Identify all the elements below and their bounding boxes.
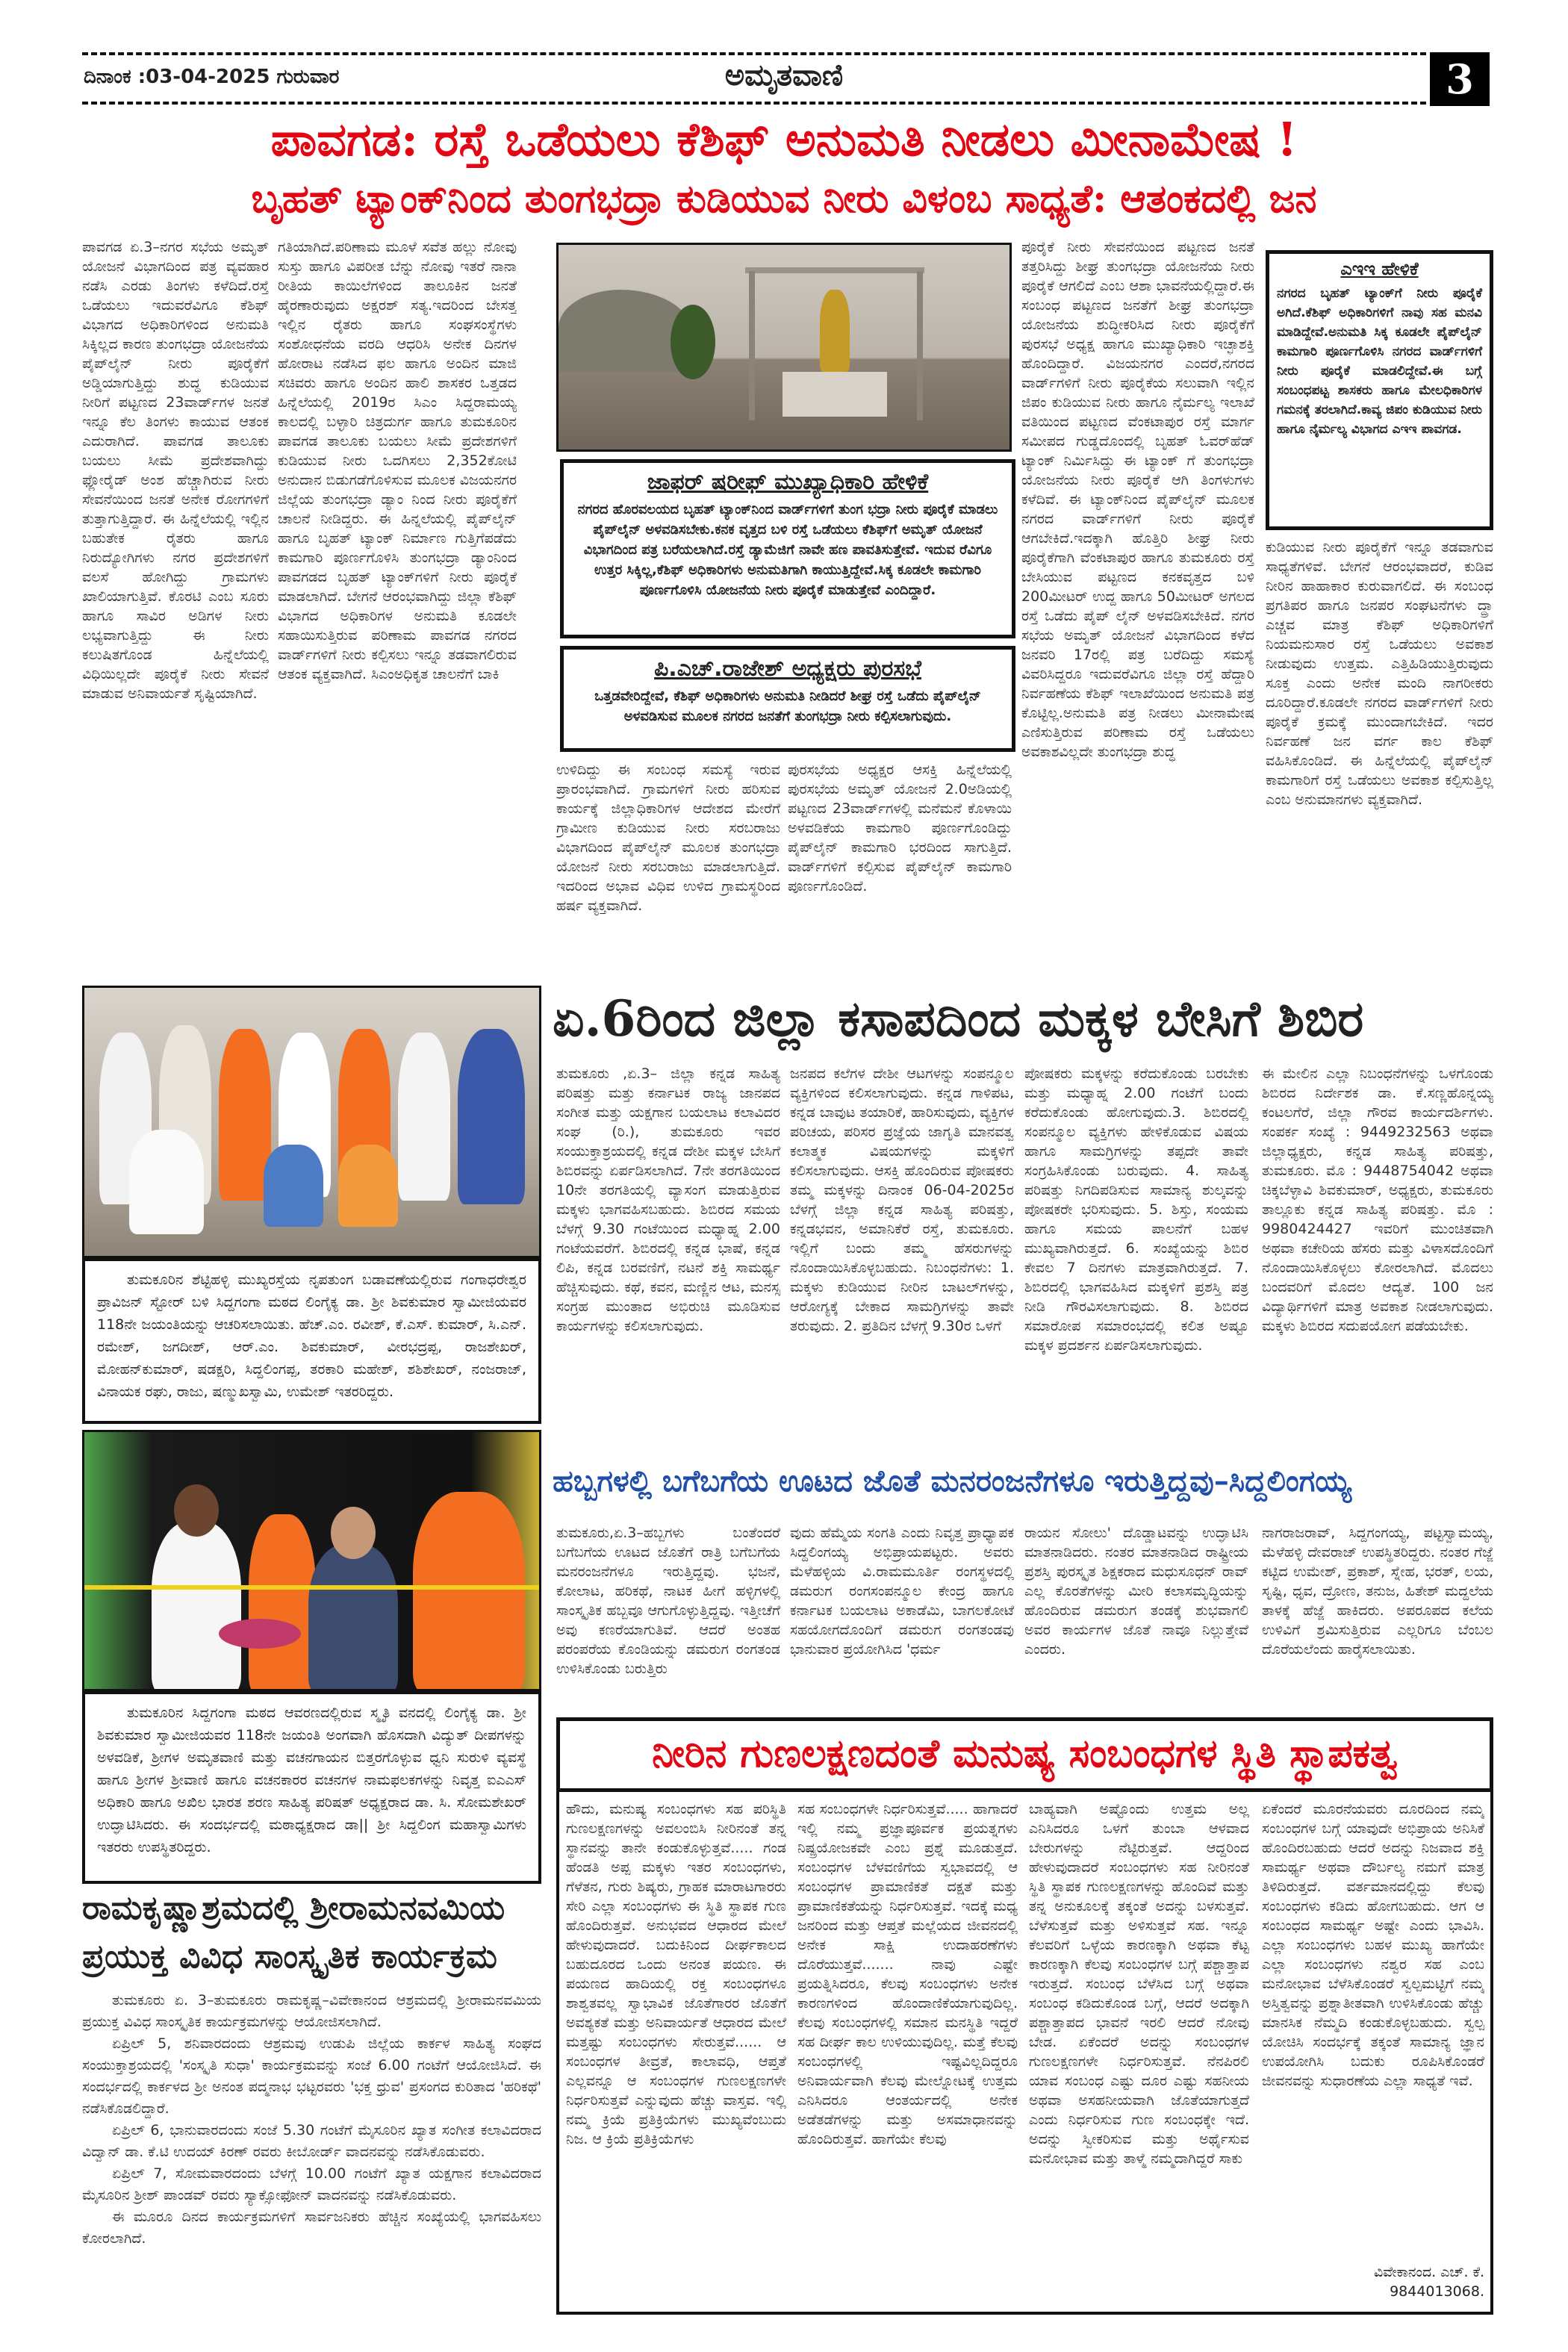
lead-story-column-1: ಪಾವಗಡ ಏ.3–ನಗರ ಸಭೆಯ ಅಮೃತ್ ಯೋಜನೆ ವಿಭಾಗದಿಂದ ಪತ್ರ ವ್ಯವಹಾರ ನಡೆಸಿ ಎರಡು ತಿಂಗಳು ಕಳೆದಿದೆ.ರಸ್ತೆ ಒಡೆಯಲು ಇದುವರೆವಿಗೂ ಕೆಶಿಫ್ ವಿಭಾಗದ ಅಧಿಕಾರಿಗಳಿಂದ ಅನುಮತಿ ಸಿಕ್ಕಿಲ್ಲದ ಕಾರಣ ತುಂಗಭದ್ರಾ ಯೋಜನೆಯ ಪೈಪ್‌ಲೈನ್ ನೀರು ಪೂರೈಕೆಗೆ ಅಡ್ಡಿಯಾಗುತ್ತಿದ್ದು ಶುದ್ಧ ಕುಡಿಯುವ ನೀರಿಗೆ ಪಟ್ಟಣದ 23ವಾರ್ಡ್‌ಗಳ ಜನತೆ ಇನ್ನೂ ಕೆಲ ತಿಂಗಳು ಕಾಯುವ ಆತಂಕ ಎದುರಾಗಿದೆ. ಪಾವಗಡ ತಾಲೂಕು ಬಯಲು ಸೀಮೆ ಪ್ರದೇಶವಾಗಿದ್ದು ಫ್ಲೋರೈಡ್ ಅಂಶ ಹೆಚ್ಚಾಗಿರುವ ನೀರು ಸೇವನೆಯಿಂದ ಜನತೆ ಅನೇಕ ರೋಗಗಳಿಗೆ ತುತ್ತಾಗುತ್ತಿದ್ದಾರೆ. ಈ ಹಿನ್ನೆಲೆಯಲ್ಲಿ ಇಲ್ಲಿನ ಬಹುತೇಕ ರೈತರು ಹಾಗೂ ನಿರುದ್ಯೋಗಿಗಳು ನಗರ ಪ್ರದೇಶಗಳಿಗೆ ವಲಸೆ ಹೋಗಿದ್ದು ಗ್ರಾಮಗಳು ಖಾಲಿಯಾಗುತ್ತಿವೆ. ಕೊರಟಿ ಎಂಬ ಸೂರು ಹಾಗೂ ಸಾವಿರ ಅಡಿಗಳ ನೀರು ಲಭ್ಯವಾಗುತ್ತಿದ್ದು ಈ ನೀರು ಕಲುಷಿತಗೊಂಡ ಹಿನ್ನೆಲೆಯಲ್ಲಿ ವಿಧಿಯಿಲ್ಲದೇ ಪೂರೈಕೆ ನೀರು ಸೇವನೆ ಮಾಡುವ ಅನಿವಾರ್ಯತೆ ಸೃಷ್ಟಿಯಾಗಿದೆ. [82,239,269,702]
lead-story-column-5: ಪೂರೈಕೆ ನೀರು ಸೇವನೆಯಿಂದ ಪಟ್ಟಣದ ಜನತೆ ತತ್ತರಿಸಿದ್ದು ಶೀಘ್ರ ತುಂಗಭದ್ರಾ ಯೋಜನೆಯ ನೀರು ಪೂರೈಕೆ ಆಗಲಿದೆ ಎಂಬ ಆಶಾ ಭಾವನೆಯಲ್ಲಿದ್ದಾರೆ.ಈ ಸಂಬಂಧ ಪಟ್ಟಣದ ಜನತೆಗೆ ಶೀಘ್ರ ತುಂಗಭದ್ರಾ ಯೋಜನೆಯ ಶುದ್ಧೀಕರಿಸಿದ ನೀರು ಪೂರೈಕೆಗೆ ಪುರಸಭೆ ಅಧ್ಯಕ್ಷ ಹಾಗೂ ಮುಖ್ಯಾಧಿಕಾರಿ ಇಚ್ಛಾಶಕ್ತಿ ಹೊಂದಿದ್ದಾರೆ. ವಿಜಯನಗರ ಎಂದರೆ,ನಗರದ ವಾರ್ಡ್‌ಗಳಿಗೆ ನೀರು ಪೂರೈಕೆಯ ಸಲುವಾಗಿ ಇಲ್ಲಿನ ಜಿಪಂ ಕುಡಿಯುವ ನೀರು ಹಾಗೂ ನೈರ್ಮಲ್ಯ ಇಲಾಖೆ ವತಿಯಿಂದ ಪಟ್ಟಣದ ವೆಂಕಟಾಪುರ ರಸ್ತೆ ಮಾರ್ಗ ಸಮೀಪದ ಗುಡ್ಡದೊಂದಲ್ಲಿ ಬೃಹತ್ ಓವರ್‌ಹೆಡ್ ಟ್ಯಾಂಕ್ ನಿರ್ಮಿಸಿದ್ದು ಈ ಟ್ಯಾಂಕ್ ಗೆ ತುಂಗಭದ್ರಾ ಯೋಜನೆಯ ನೀರು ಪೂರೈಕೆ ಆಗಿ ತಿಂಗಳುಗಳು ಕಳೆದಿವೆ. ಈ ಟ್ಯಾಂಕ್‌ನಿಂದ ಪೈಪ್‌ಲೈನ್ ಮೂಲಕ ನಗರದ ವಾರ್ಡ್‌ಗಳಿಗೆ ನೀರು ಪೂರೈಕೆ ಆಗಬೇಕಿದೆ.ಇದಕ್ಕಾಗಿ ಹೊತ್ತಿರಿ ಶೀಘ್ರ ನೀರು ಪೂರೈಕೆಗಾಗಿ ವೆಂಕಟಾಪುರ ಹಾಗೂ ತುಮಕೂರು ರಸ್ತೆ ಬೇಸಿಯುವ ಪಟ್ಟಣದ ಕನಕವೃತ್ತದ ಬಳಿ 200ಮೀಟರ್ ಉದ್ದ ಹಾಗೂ 50ಮೀಟರ್ ಅಗಲದ ರಸ್ತೆ ಒಡೆದು ಪೈಪ್ ಲೈನ್ ಅಳವಡಿಸಬೇಕಿದೆ. ನಗರ ಸಭೆಯ ಅಮೃತ್ ಯೋಜನೆ ವಿಭಾಗದಿಂದ ಕಳೆದ ಜನವರಿ 17ರಲ್ಲಿ ಪತ್ರ ಬರೆದಿದ್ದು ಸಮಸ್ಯೆ ವಿವರಿಸಿದ್ದರೂ ಇದುವರೆವಿಗೂ ಜಿಲ್ಲಾ ರಸ್ತೆ ಹೆದ್ದಾರಿ ನಿರ್ವಹಣೆಯ ಕೆಶಿಫ್ ಇಲಾಖೆಯಿಂದ ಅನುಮತಿ ಪತ್ರ ಕೊಟ್ಟಿಲ್ಲ.ಅನುಮತಿ ಪತ್ರ ನೀಡಲು ಮೀನಾಮೇಷ ಎಣಿಸುತ್ತಿರುವ ಪರಿಣಾಮ ರಸ್ತೆ ಒಡೆಯಲು ಅವಕಾಶವಿಲ್ಲದೇ ತುಂಗಭದ್ರಾ ಶುದ್ಧ [1021,239,1254,760]
flower-plate [219,1619,301,1649]
person-figure [398,1033,450,1201]
lead-story-column-6: ಕುಡಿಯುವ ನೀರು ಪೂರೈಕೆಗೆ ಇನ್ನೂ ತಡವಾಗುವ ಸಾಧ್ಯತೆಗಳಿವೆ. ಬೇಗನೆ ಆರಂಭವಾದರೆ, ಕುಡಿವ ನೀರಿನ ಹಾಹಾಕಾರ ಕುರುವಾಗಲಿದೆ. ಈ ಸಂಬಂಧ ಪ್ರಗತಿಪರ ಹಾಗೂ ಜನಪರ ಸಂಘಟನೆಗಳು ದ್ದ್ರಾ ಎಚ್ಚವ ಮಾತ್ರ ಕೆಶಿಫ್ ಅಧಿಕಾರಿಗಳಿಗೆ ನಿಯಮನುಸಾರ ರಸ್ತೆ ಒಡೆಯಲು ಅವಕಾಶ ನೀಡುವುದು ಉತ್ತಮ. ಎತ್ತಿಹಿಡಿಯುತ್ತಿರುವುದು ಸೂಕ್ತ ಎಂದು ಅನೇಕ ಮಂದಿ ನಾಗರೀಕರು ದೂರಿದ್ದಾರೆ.ಕೂಡಲೇ ನಗರದ ವಾರ್ಡ್‌ಗಳಿಗೆ ನೀರು ಪೂರೈಕೆ ಕ್ರಮಕ್ಕೆ ಮುಂದಾಗಬೇಕಿದೆ. ಇದರ ನಿರ್ವಹಣೆ ಜನ ವರ್ಗ ಕಾಲ ಕೆಶಿಫ್ ವಹಿಸಿಕೊಂಡಿದೆ. ಈ ಹಿನ್ನೆಲೆಯಲ್ಲಿ ಪೈಪ್‌ಲೈನ್ ಕಾಮಗಾರಿಗೆ ರಸ್ತೆ ಒಡೆಯಲು ಅವಕಾಶ ಕಲ್ಪಿಸುತ್ತಿಲ್ಲ ಎಂಬ ಅನುಮಾನಗಳು ವ್ಯಕ್ತವಾಗಿದೆ. [1266,539,1493,808]
inauguration-photo [82,1430,541,1691]
rajesh-quote-body: ಒತ್ತಡವೇರಿದ್ದೇವೆ, ಕೆಶಿಫ್ ಅಧಿಕಾರಿಗಳು ಅನುಮತಿ ನೀಡಿದರೆ ಶೀಘ್ರ ರಸ್ತೆ ಒಡೆದು ಪೈಪ್‌ಲೈನ್ ಅಳವಡಿಸುವ ಮೂಲಕ ನಗರದ ಜನತೆಗೆ ತುಂಗಭದ್ರಾ ನೀರು ಕಲ್ಪಿಸಲಾಗುವುದು. [594,688,981,724]
jayanti-photo-caption [82,1258,541,1424]
festival-column-2: ವುದು ಹೆಮ್ಮೆಯ ಸಂಗತಿ ಎಂದು ನಿವೃತ್ತ ಪ್ರಾಧ್ಯಾಪಕ ಸಿದ್ದಲಿಂಗಯ್ಯ ಅಭಿಪ್ರಾಯಪಟ್ಟರು. ಅವರು ಮೆಳೆಹಳ್ಳಿಯ ವಿ.ರಾಮಮೂರ್ತಿ ರಂಗಸ್ಥಳದಲ್ಲಿ ಡಮರುಗ ರಂಗಸಂಪನ್ಮೂಲ ಕೇಂದ್ರ ಹಾಗೂ ಕರ್ನಾಟಕ ಬಯಲಾಟ ಅಕಾಡೆಮಿ, ಬಾಗಲಕೋಟೆ ಸಹಯೋಗದೊಂದಿಗೆ ಡಮರುಗ ರಂಗತಂಡವು ಭಾನುವಾರ ಪ್ರಯೋಗಿಸಿದ 'ಧರ್ಮ [790,1525,1014,1658]
lead-subheadline: ಬೃಹತ್ ಟ್ಯಾಂಕ್‌ನಿಂದ ತುಂಗಭದ್ರಾ ಕುಡಿಯುವ ನೀರು ವಿಳಂಬ ಸಾಧ್ಯತೆ: ಆತಂಕದಲ್ಲಿ ಜನ [251,176,1317,222]
lead-story-column-3: ಉಳಿದಿದ್ದು ಈ ಸಂಬಂಧ ಸಮಸ್ಯೆ ಇರುವ ಪ್ರಾರಂಭವಾಗಿದೆ. ಗ್ರಾಮಗಳಿಗೆ ನೀರು ಹರಿಸುವ ಕಾರ್ಯಕ್ಕೆ ಜಿಲ್ಲಾಧಿಕಾರಿಗಳ ಆದೇಶದ ಮೇರೆಗೆ ಗ್ರಾಮೀಣ ಕುಡಿಯುವ ನೀರು ಸರಬರಾಜು ವಿಭಾಗದಿಂದ ಪೈಪ್‌ಲೈನ್ ಮೂಲಕ ತುಂಗಭದ್ರಾ ಯೋಜನೆ ನೀರು ಸರಬರಾಜು ಮಾಡಲಾಗುತ್ತಿದೆ. ಇದರಿಂದ ಅಭಾವ ವಿಧಿವ ಉಳಿದ ಗ್ರಾಮಸ್ಥರಿಂದ ಹರ್ಷ ವ್ಯಕ್ತವಾಗಿದೆ. [556,762,780,914]
person-head [174,1484,219,1537]
page-number: 3 [1430,52,1490,106]
ramakrishna-headline-line1: ರಾಮಕೃಷ್ಣಾಶ್ರಮದಲ್ಲಿ ಶ್ರೀರಾಮನವಮಿಯ [82,1889,505,1927]
seated-child [338,1145,398,1227]
water-column-1: ಹೌದು, ಮನುಷ್ಯ ಸಂಬಂಧಗಳು ಸಹ ಪರಿಸ್ಥಿತಿ ಗುಣಲಕ್ಷಣಗಳನ್ನು ಅವಲಂಬಿಸಿ ನೀರಿನಂತೆ ತನ್ನ ಸ್ಥಾನವನ್ನು ತಾನೇ ಕಂಡುಕೊಳ್ಳುತ್ತವೆ..... ಗಂಡ ಹೆಂಡತಿ ಅಪ್ಪ ಮಕ್ಕಳು ಇತರ ಸಂಬಂಧಗಳು, ಗೆಳೆತನ, ಗುರು ಶಿಷ್ಯರು, ಗ್ರಾಹಕ ಮಾರಾಟಗಾರರು ಸೇರಿ ಎಲ್ಲಾ ಸಂಬಂಧಗಳು ಈ ಸ್ಥಿತಿ ಸ್ಥಾಪಕ ಗುಣ ಹೊಂದಿರುತ್ತವೆ. ಅನುಭವದ ಆಧಾರದ ಮೇಲೆ ಹೇಳುವುದಾದರೆ. ಬದುಕಿನಿಂದ ದೀರ್ಘಕಾಲದ ಬಹುದೂರದ ಒಂದು ಅನಂತ ಪಯಣ. ಈ ಪಯಣದ ಹಾದಿಯಲ್ಲಿ ರಕ್ತ ಸಂಬಂಧಗಳೂ ಶಾಶ್ವತವಲ್ಲ ಸ್ವಾಭಾವಿಕ ಜೊತೆಗಾರರ ಜೊತೆಗೆ ಅವಶ್ಯಕತೆ ಮತ್ತು ಅನಿವಾರ್ಯತೆ ಆಧಾರದ ಮೇಲೆ ಮತ್ತಷ್ಟು ಸಂಬಂಧಗಳು ಸೇರುತ್ತವೆ...... ಆ ಸಂಬಂಧಗಳ ತೀವ್ರತೆ, ಕಾಲಾವಧಿ, ಆಪ್ತತೆ ಎಲ್ಲವನ್ನೂ ಆ ಸಂಬಂಧಗಳ ಗುಣಲಕ್ಷಣಗಳೇ ನಿರ್ಧರಿಸುತ್ತವೆ ಎನ್ನುವುದು ಹೆಚ್ಚು ವಾಸ್ತವ. ಇಲ್ಲಿ ನಮ್ಮ ಕ್ರಿಯೆ ಪ್ರತಿಕ್ರಿಯೆಗಳು ಮುಖ್ಯವೆಂಬುದು ನಿಜ. ಆ ಕ್ರಿಯೆ ಪ್ರತಿಕ್ರಿಯೆಗಳು [566,1801,786,2147]
kasapa-column-1: ತುಮಕೂರು ,ಏ.3– ಜಿಲ್ಲಾ ಕನ್ನಡ ಸಾಹಿತ್ಯ ಪರಿಷತ್ತು ಮತ್ತು ಕರ್ನಾಟಕ ರಾಜ್ಯ ಜಾನಪದ ಸಂಗೀತ ಮತ್ತು ಯಕ್ಷಗಾನ ಬಯಲಾಟ ಕಲಾವಿದರ ಸಂಘ (ರಿ.), ತುಮಕೂರು ಇವರ ಸಂಯುಕ್ತಾಶ್ರಯದಲ್ಲಿ ಕನ್ನಡ ದೇಶೀ ಮಕ್ಕಳ ಬೇಸಿಗೆ ಶಿಬಿರವನ್ನು ಏರ್ಪಡಿಸಲಾಗಿದೆ. 7ನೇ ತರಗತಿಯಿಂದ 10ನೇ ತರಗತಿಯಲ್ಲಿ ವ್ಯಾಸಂಗ ಮಾಡುತ್ತಿರುವ ಮಕ್ಕಳು ಭಾಗವಹಿಸಬಹುದು. ಶಿಬಿರದ ಸಮಯ ಬೆಳಗ್ಗೆ 9.30 ಗಂಟೆಯಿಂದ ಮಧ್ಯಾಹ್ನ 2.00 ಗಂಟೆಯವರೆಗೆ. ಶಿಬಿರದಲ್ಲಿ ಕನ್ನಡ ಭಾಷೆ, ಕನ್ನಡ ಲಿಪಿ, ಕನ್ನಡ ಬರವಣಿಗೆ, ನಟನೆ ಶಕ್ತಿ ಸಾಮರ್ಥ್ಯ ಹೆಚ್ಚಿಸುವುದು. ಕಥೆ, ಕವನ, ಮಣ್ಣಿನ ಆಟ, ಮನಸ್ಸ ಸಂಗ್ರಹ ಮುಂತಾದ ಅಭಿರುಚಿ ಮೂಡಿಸುವ ಕಾರ್ಯಗಳನ್ನು ಕಲಿಸಲಾಗುವುದು. [556,1065,780,1334]
jaffar-quote-box [560,459,1015,638]
header-rule-bottom [82,102,1426,105]
paragraph: ಏಪ್ರಿಲ್ 7, ಸೋಮವಾರದಂದು ಬೆಳಗ್ಗೆ 10.00 ಗಂಟೆಗೆ ಖ್ಯಾತ ಯಕ್ಷಗಾನ ಕಲಾವಿದರಾದ ಮೈಸೂರಿನ ಶ್ರೀಶ್ ಪಾಂಡವ್ ರವರು ಸ್ಯಾಕ್ಸೋಫೋನ್ ವಾದನವನ್ನು ನಡೆಸಿಕೊಡುವರು. [82,2165,541,2203]
person-head [331,1507,376,1559]
seated-child [264,1145,323,1227]
water-column-4: ಏಕೆಂದರೆ ಮೂರನೆಯವರು ದೂರದಿಂದ ನಮ್ಮ ಸಂಬಂಧಗಳ ಬಗ್ಗೆ ಯಾವುದೇ ಅಭಿಪ್ರಾಯ ಅನಿಸಿಕೆ ಹೊಂದಿರಬಹುದು ಆದರೆ ಅದನ್ನು ನಿಜವಾದ ಶಕ್ತಿ ಸಾಮರ್ಥ್ಯ ಅಥವಾ ದೌರ್ಬಲ್ಯ ನಮಗೆ ಮಾತ್ರ ತಿಳಿದಿರುತ್ತದೆ. ವರ್ತಮಾನದಲ್ಲಿದ್ದು ಕೆಲವು ಸಂಬಂಧಗಳು ಕಡಿದು ಹೋಗಬಹುದು. ಆಗ ಆ ಸಂಬಂಧದ ಸಾಮರ್ಥ್ಯ ಅಷ್ಟೇ ಎಂದು ಭಾವಿಸಿ. ಎಲ್ಲಾ ಸಂಬಂಧಗಳು ಬಹಳ ಮುಖ್ಯ ಹಾಗೆಯೇ ಎಲ್ಲಾ ಸಂಬಂಧಗಳು ನಶ್ವರ ಸಹ ಎಂಬ ಮನೋಭಾವ ಬೆಳೆಸಿಕೊಂಡರೆ ಸ್ವಲ್ಪಮಟ್ಟಿಗೆ ನಮ್ಮ ಅಸ್ತಿತ್ವವನ್ನು ಪ್ರಶ್ನಾತೀತವಾಗಿ ಉಳಿಸಿಕೊಂಡು ಹೆಚ್ಚು ಮಾನಸಿಕ ನೆಮ್ಮದಿ ಕಂಡುಕೊಳ್ಳಬಹುದು. ಸ್ವಲ್ಪ ಯೋಚಿಸಿ ಸಂದರ್ಭಕ್ಕೆ ತಕ್ಕಂತೆ ಸಾಮಾನ್ಯ ಜ್ಞಾನ ಉಪಯೋಗಿಸಿ ಬದುಕು ರೂಪಿಸಿಕೊಂಡರೆ ಜೀವನವನ್ನು ಸುಧಾರಣೆಯ ಎಲ್ಲಾ ಸಾಧ್ಯತೆ ಇವೆ. [1262,1801,1484,2089]
author-name: ವಿವೇಕಾನಂದ. ಎಚ್. ಕೆ. [1373,2264,1484,2280]
canopy-roof [745,267,924,273]
festival-column-1: ತುಮಕೂರು,ಏ.3–ಹಬ್ಬಗಳು ಬಂತೆಂದರೆ ಬಗೆಬಗೆಯ ಊಟದ ಜೊತೆಗೆ ರಾತ್ರಿ ಬಗೆಬಗೆಯ ಮನರಂಜನೆಗಳೂ ಇರುತ್ತಿದ್ದವು. ಭಜನೆ, ಕೋಲಾಟ, ಹರಿಕಥೆ, ನಾಟಕ ಹೀಗೆ ಹಳ್ಳಿಗಳಲ್ಲಿ ಸಾಂಸ್ಕೃತಿಕ ಹಬ್ಬವೂ ಆಗುಗೊಳ್ಳುತ್ತಿದ್ದವು. ಇತ್ತೀಚೆಗೆ ಅವು ಕಣರೆಯಾಗುತಿವೆ. ಆದರೆ ಅಂತಹ ಪರಂಪರೆಯ ಕೊಂಡಿಯನ್ನು ಡಮರುಗ ರಂಗತಂಡ ಉಳಿಸಿಕೊಂಡು ಬರುತ್ತಿರು [556,1525,780,1677]
tree-shape [671,305,715,379]
paragraph: ಈ ಮೂರೂ ದಿನದ ಕಾರ್ಯಕ್ರಮಗಳಿಗೆ ಸಾರ್ವಜನಿಕರು ಹೆಚ್ಚಿನ ಸಂಖ್ಯೆಯಲ್ಲಿ ಭಾಗವಹಿಸಲು ಕೋರಲಾಗಿದೆ. [82,2209,541,2247]
paragraph: ತುಮಕೂರು ಏ. 3–ತುಮಕೂರು ರಾಮಕೃಷ್ಣ–ವಿವೇಕಾನಂದ ಆಶ್ರಮದಲ್ಲಿ ಶ್ರೀರಾಮನವಮಿಯ ಪ್ರಯುಕ್ತ ವಿವಿಧ ಸಾಂಸ್ಕೃತಿಕ ಕಾರ್ಯಕ್ರಮಗಳನ್ನು ಆಯೋಜಿಸಲಾಗಿದೆ. [82,1992,541,2030]
lead-story-column-2: ಗತಿಯಾಗಿದೆ.ಪರಿಣಾಮ ಮೂಳೆ ಸವೆತ ಹಲ್ಲು ನೋವು ಸುಸ್ತು ಹಾಗೂ ವಿಪರೀತ ಬೆನ್ನು ನೋವು ಇತರೆ ನಾನಾ ರೀತಿಯ ಕಾಯಿಲೆಗಳಿಂದ ತಾಲೂಕಿನ ಜನತೆ ಹೈರಣಾರುವುದು ಅಕ್ಷರಶ್ ಸತ್ಯ.ಇದರಿಂದ ಬೇಸತ್ತ ಇಲ್ಲಿನ ರೈತರು ಹಾಗೂ ಸಂಘಸಂಸ್ಥೆಗಳು ಸಂಶೋಧನೆಯ ವರದಿ ಆಧರಿಸಿ ಅನೇಕ ದಿನಗಳ ಹೋರಾಟ ನಡೆಸಿದ ಫಲ ಹಾಗೂ ಅಂದಿನ ಮಾಜಿ ಸಚಿವರು ಹಾಗೂ ಅಂದಿನ ಹಾಲಿ ಶಾಸಕರ ಒತ್ತಡದ ಹಿನ್ನೆಲೆಯಲ್ಲಿ 2019ರ ಸಿಎಂ ಸಿದ್ದರಾಮಯ್ಯ ಕಾಲದಲ್ಲಿ ಬಳ್ಳಾರಿ ಚಿತ್ರದುರ್ಗ ಹಾಗೂ ತುಮಕೂರಿನ ಪಾವಗಡ ತಾಲೂಕು ಬಯಲು ಸೀಮೆ ಪ್ರದೇಶಗಳಿಗೆ ಕುಡಿಯುವ ನೀರು ಒದಗಿಸಲು 2,352ಕೋಟಿ ಅನುದಾನ ಬಿಡುಗಡೆಗೊಳಿಸುವ ಮೂಲಕ ವಿಜಯನಗರ ಜಿಲ್ಲೆಯ ತುಂಗಭದ್ರಾ ಡ್ಯಾಂ ನಿಂದ ನೀರು ಪೂರೈಕೆಗೆ ಚಾಲನೆ ನೀಡಿದ್ದರು. ಈ ಹಿನ್ನಲೆಯಲ್ಲಿ ಪೈಪ್‌ಲೈನ್ ಹಾಗೂ ಬೃಹತ್ ಟ್ಯಾಂಕ್ ನಿರ್ಮಾಣ ಗುತ್ತಿಗೆಪಡೆದು ಕಾಮಗಾರಿ ಪೂರ್ಣಗೊಳಿಸಿ ತುಂಗಭದ್ರಾ ಡ್ಯಾಂನಿಂದ ಪಾವಗಡದ ಬೃಹತ್ ಟ್ಯಾಂಕ್‌ಗಳಿಗೆ ನೀರು ಪೂರೈಕೆ ಮಾಡಲಾಗಿದೆ. ಬೇಗನೆ ಆರಂಭವಾಗಿದ್ದು ಜಿಲ್ಲಾ ಕೆಶಿಫ್ ವಿಭಾಗದ ಅಧಿಕಾರಿಗಳ ಅನುಮತಿ ಕೂಡಲೇ ಸಹಾಯಿಸುತ್ತಿರುವ ಪರಿಣಾಮ ಪಾವಗಡ ನಗರದ ವಾರ್ಡ್‌ಗಳಿಗೆ ನೀರು ಕಲ್ಪಿಸಲು ಇನ್ನೂ ತಡವಾಗಲಿರುವ ಆತಂಕ ವ್ಯಕ್ತವಾಗಿದೆ. ಸಿಎಂಅಧಿಕೃತ ಚಾಲನೆಗೆ ಬಾಕಿ [278,239,517,682]
statue-pedestal [783,372,887,417]
seated-person [129,1130,204,1234]
festival-column-3: ರಾಯನ ಸೋಲು' ದೊಡ್ಡಾಟವನ್ನು ಉದ್ಘಾಟಿಸಿ ಮಾತನಾಡಿದರು. ನಂತರ ಮಾತನಾಡಿದ ರಾಷ್ಟ್ರೀಯ ಪ್ರಶಸ್ತಿ ಪುರಸ್ಕೃತ ಶಿಕ್ಷಕರಾದ ಮಧುಸೂಧನ್ ರಾವ್ ಎಲ್ಲ ಕೊರತೆಗಳನ್ನು ಮೀರಿ ಕಲಾಸಮೃದ್ಧಿಯನ್ನು ಹೊಂದಿರುವ ಡಮರುಗ ತಂಡಕ್ಕೆ ಶುಭವಾಗಲಿ ಅವರ ಕಾರ್ಯಗಳ ಜೊತೆ ನಾವೂ ನಿಲ್ಲುತ್ತೇವೆ ಎಂದರು. [1024,1525,1248,1658]
aee-quote-box [1266,250,1493,530]
rajesh-quote-box [560,646,1015,752]
water-headline: ನೀರಿನ ಗುಣಲಕ್ಷಣದಂತೆ ಮನುಷ್ಯ ಸಂಬಂಧಗಳ ಸ್ಥಿತಿ ಸ್ಥಾಪಕತ್ವ [556,1717,1493,1792]
kasapa-column-4: ಈ ಮೇಲಿನ ಎಲ್ಲಾ ನಿಬಂಧನೆಗಳನ್ನು ಒಳಗೊಂಡು ಶಿಬಿರದ ನಿರ್ದೇಶಕ ಡಾ. ಕೆ.ಸಣ್ಣಹೊನ್ನಯ್ಯ ಕಂಟಲಗೆರೆ, ಜಿಲ್ಲಾ ಗೌರವ ಕಾರ್ಯದರ್ಶಿಗಳು. ಸಂಪರ್ಕ ಸಂಖ್ಯೆ : 9449232563 ಅಥವಾ ಜಿಲ್ಲಾಧ್ಯಕ್ಷರು, ಕನ್ನಡ ಸಾಹಿತ್ಯ ಪರಿಷತ್ತು, ತುಮಕೂರು. ಮೊ : 9448754042 ಅಥವಾ ಚಿಕ್ಕಬೆಳ್ಳಾವಿ ಶಿವಕುಮಾರ್, ಅಧ್ಯಕ್ಷರು, ತುಮಕೂರು ತಾಲ್ಲೂಕು ಕನ್ನಡ ಸಾಹಿತ್ಯ ಪರಿಷತ್ತು. ಮೊ : 9980424427 ಇವರಿಗೆ ಮುಂಚಿತವಾಗಿ ಅಥವಾ ಕಚೇರಿಯ ಹೆಸರು ಮತ್ತು ವಿಳಾಸದೊಂದಿಗೆ ನೊಂದಾಯಿಸಿಕೊಳ್ಳಲು ಕೋರಲಾಗಿದೆ. ಮೊದಲು ಬಂದವರಿಗೆ ಮೊದಲ ಆದ್ಯತೆ. 100 ಜನ ವಿದ್ಯಾರ್ಥಿಗಳಿಗೆ ಮಾತ್ರ ಅವಕಾಶ ನೀಡಲಾಗುವುದು. ಮಕ್ಕಳು ಶಿಬಿರದ ಸದುಪಯೋಗ ಪಡೆಯಬೇಕು. [1262,1065,1493,1334]
paragraph: ಏಪ್ರಿಲ್ 5, ಶನಿವಾರದಂದು ಆಶ್ರಮವು ಉಡುಪಿ ಜಿಲ್ಲೆಯ ಕಾರ್ಕಳ ಸಾಹಿತ್ಯ ಸಂಘದ ಸಂಯುಕ್ತಾಶ್ರಯದಲ್ಲಿ 'ಸಂಸ್ಕೃತಿ ಸುಧಾ' ಕಾರ್ಯಕ್ರಮವನ್ನು ಸಂಜೆ 6.00 ಗಂಟೆಗೆ ಆಯೋಜಿಸಿದೆ. ಈ ಸಂದರ್ಭದಲ್ಲಿ ಕಾರ್ಕಳದ ಶ್ರೀ ಅನಂತ ಪದ್ಮನಾಭ ಭಟ್ಟರವರು 'ಭಕ್ತ ಧ್ರುವ' ಪ್ರಸಂಗದ ಕುರಿತಾದ 'ಹರಿಕಥೆ' ನಡೆಸಿಕೊಡಲಿದ್ದಾರೆ. [82,2035,541,2117]
aee-quote-body: ನಗರದ ಬೃಹತ್ ಟ್ಯಾಂಕ್‌ಗೆ ನೀರು ಪೂರೈಕೆ ಅಗಿದೆ.ಕೆಶಿಫ್ ಅಧಿಕಾರಿಗಳಿಗೆ ನಾವು ಸಹ ಮನವಿ ಮಾಡಿದ್ದೇವೆ.ಅನುಮತಿ ಸಿಕ್ಕ ಕೂಡಲೇ ಪೈಪ್‌ಲೈನ್ ಕಾಮಗಾರಿ ಪೂರ್ಣಗೊಳಿಸಿ ನಗರದ ವಾರ್ಡ್‌ಗಳಿಗೆ ನೀರು ಪೂರೈಕೆ ಮಾಡಲಿದ್ದೇವೆ.ಈ ಬಗ್ಗೆ ಸಂಬಂಧಪಟ್ಟ ಶಾಸಕರು ಹಾಗೂ ಮೇಲಧಿಕಾರಿಗಳ ಗಮನಕ್ಕೆ ತರಲಾಗಿದೆ.ಕಾವ್ಯ ಜಿಪಂ ಕುಡಿಯುವ ನೀರು ಹಾಗೂ ನೈರ್ಮಲ್ಯ ವಿಭಾಗದ ಎಇಇ ಪಾವಗಡ. [1277,286,1482,437]
water-column-3: ಬಾಹ್ಯವಾಗಿ ಅಷ್ಟೊಂದು ಉತ್ತಮ ಅಲ್ಲ ಎನಿಸಿದರೂ ಒಳಗೆ ತುಂಬಾ ಆಳವಾದ ಬೇರುಗಳನ್ನು ನೆಟ್ಟಿರುತ್ತವೆ. ಆದ್ದರಿಂದ ಹೇಳುವುದಾದರೆ ಸಂಬಂಧಗಳು ಸಹ ನೀರಿನಂತೆ ಸ್ಥಿತಿ ಸ್ಥಾಪಕ ಗುಣಲಕ್ಷಣಗಳನ್ನು ಹೊಂದಿವೆ ಮತ್ತು ತನ್ನ ಅನುಕೂಲಕ್ಕೆ ತಕ್ಕಂತೆ ಅದನ್ನು ಬಳಸುತ್ತವೆ. ಬೆಳೆಸುತ್ತವೆ ಮತ್ತು ಅಳಿಸುತ್ತವೆ ಸಹ. ಇನ್ನೂ ಕೆಲವರಿಗೆ ಒಳ್ಳೆಯ ಕಾರಣಕ್ಕಾಗಿ ಅಥವಾ ಕೆಟ್ಟ ಕಾರಣಕ್ಕಾಗಿ ಕೆಲವು ಸಂಬಂಧಗಳ ಬಗ್ಗೆ ಪಶ್ಚಾತ್ತಾಪ ಇರುತ್ತದೆ. ಸಂಬಂಧ ಬೆಳೆಸಿದ ಬಗ್ಗೆ ಅಥವಾ ಸಂಬಂಧ ಕಡಿದುಕೊಂಡ ಬಗ್ಗೆ, ಆದರೆ ಅದಕ್ಕಾಗಿ ಪಶ್ಚಾತ್ತಾಪದ ಭಾವನೆ ಇರಲಿ ಆದರೆ ನೋವು ಬೇಡ. ಏಕೆಂದರೆ ಅದನ್ನು ಸಂಬಂಧಗಳ ಗುಣಲಕ್ಷಣಗಳೇ ನಿರ್ಧರಿಸುತ್ತವೆ. ನೆನಪಿರಲಿ ಯಾವ ಸಂಬಂಧ ಎಷ್ಟು ದೂರ ಎಷ್ಟು ಸಹನೀಯ ಅಥವಾ ಅಸಹನೀಯವಾಗಿ ಜೊತೆಯಾಗುತ್ತದೆ ಎಂದು ನಿರ್ಧರಿಸುವ ಗುಣ ಸಂಬಂಧಕ್ಕೇ ಇದೆ. ಅದನ್ನು ಸ್ವೀಕರಿಸುವ ಮತ್ತು ಅರ್ಥೈಸುವ ಮನೋಭಾವ ಮತ್ತು ತಾಳ್ಮೆ ನಮ್ಮದಾಗಿದ್ದರೆ ಸಾಕು [1029,1801,1249,2167]
ramakrishna-headline-line2: ಪ್ರಯುಕ್ತ ವಿವಿಧ ಸಾಂಸ್ಕೃತಿಕ ಕಾರ್ಯಕ್ರಮ [82,1938,497,1976]
water-byline [1262,2262,1484,2301]
author-phone: 9844013068. [1390,2283,1484,2300]
swamiji-figure [413,1492,525,1691]
ribbon [84,1585,541,1590]
statue-photo [556,243,1012,452]
water-column-2: ಸಹ ಸಂಬಂಧಗಳೇ ನಿರ್ಧರಿಸುತ್ತವೆ..... ಹಾಗಾದರೆ ಇಲ್ಲಿ ನಮ್ಮ ಪ್ರಜ್ಞಾಪೂರ್ವಕ ಪ್ರಯತ್ನಗಳು ನಿಷ್ಪ್ರಯೋಜಕವೇ ಎಂಬ ಪ್ರಶ್ನೆ ಮೂಡುತ್ತದೆ. ಸಂಬಂಧಗಳ ಬೆಳವಣಿಗೆಯ ಸ್ವಭಾವದಲ್ಲಿ ಆ ಸಂಬಂಧಗಳ ಪ್ರಾಮಾಣಿಕತೆ ದಕ್ಷತೆ ಮತ್ತು ಪ್ರಾಮಾಣಿಕತೆಯನ್ನು ನಿರ್ಧರಿಸುತ್ತವೆ. ಇದಕ್ಕೆ ಮಧ್ಯ ಜನರಿಂದ ಮತ್ತು ಆಪ್ತತೆ ಮಲ್ಲೆಯದ ಜೀವನದಲ್ಲಿ ಅನೇಕ ಸಾಕ್ಷಿ ಉದಾಹರಣೆಗಳು ದೊರೆಯುತ್ತವೆ....... ನಾವು ಎಷ್ಟೇ ಪ್ರಯತ್ನಿಸಿದರೂ, ಕೆಲವು ಸಂಬಂಧಗಳು ಅನೇಕ ಕಾರಣಗಳಿಂದ ಹೊಂದಾಣಿಕೆಯಾಗುವುದಿಲ್ಲ. ಕೆಲವು ಸಂಬಂಧಗಳಲ್ಲಿ ಸಮಾನ ಮನಸ್ಥಿತಿ ಇದ್ದರೆ ಸಹ ದೀರ್ಘ ಕಾಲ ಉಳಿಯುವುದಿಲ್ಲ. ಮತ್ತೆ ಕೆಲವು ಸಂಬಂಧಗಳಲ್ಲಿ ಇಷ್ಟವಿಲ್ಲದಿದ್ದರೂ ಅನಿವಾರ್ಯವಾಗಿ ಕೆಲವು ಮೇಲ್ನೋಟಕ್ಕೆ ಉತ್ತಮ ಎನಿಸಿದರೂ ಆಂತರ್ಯದಲ್ಲಿ ಅನೇಕ ಅಡೆತಡೆಗಳನ್ನು ಮತ್ತು ಅಸಮಾಧಾನವನ್ನು ಹೊಂದಿರುತ್ತವೆ. ಹಾಗೆಯೇ ಕೆಲವು [797,1801,1018,2147]
caption-text: ತುಮಕೂರಿನ ಶೆಟ್ಟಿಹಳ್ಳಿ ಮುಖ್ಯರಸ್ತೆಯ ನೃಪತುಂಗ ಬಡಾವಣೆಯಲ್ಲಿರುವ ಗಂಗಾಧರೇಶ್ವರ ಪ್ರಾವಿಜನ್ ಸ್ಟೋರ್ ಬಳಿ ಸಿದ್ದಗಂಗಾ ಮಠದ ಲಿಂಗೈಕ್ಯ ಡಾ. ಶ್ರೀ ಶಿವಕುಮಾರ ಸ್ವಾಮೀಜಿಯವರ 118ನೇ ಜಯಂತಿಯನ್ನು ಆಚರಿಸಲಾಯಿತು. ಹೆಚ್.ಎಂ. ರವೀಶ್, ಕೆ.ಎಸ್. ಕುಮಾರ್, ಸಿ.ಎನ್. ರಮೇಶ್, ಜಗದೀಶ್, ಆರ್.ಎಂ. ಶಿವಕುಮಾರ್, ವೀರಭದ್ರಪ್ಪ, ರಾಜಶೇಖರ್, ಮೋಹನ್‌ಕುಮಾರ್, ಷಡಕ್ಷರಿ, ಸಿದ್ದಲಿಂಗಪ್ಪ, ತರಕಾರಿ ಮಹೇಶ್, ಶಶಿಶೇಖರ್, ನಂಜರಾಜ್, ವಿನಾಯಕ ರಘು, ರಾಜು, ಷಣ್ಮುಖಸ್ವಾಮಿ, ಉಮೇಶ್ ಇತರರಿದ್ದರು. [97,1272,526,1400]
rajesh-quote-title: ಪಿ.ಎಚ್.ರಾಜೇಶ್ ಅಧ್ಯಕ್ಷರು ಪುರಸಭೆ [654,656,921,682]
aee-quote-title: ಎಇಇ ಹೇಳಿಕೆ [1340,258,1419,279]
caption-text: ತುಮಕೂರಿನ ಸಿದ್ದಗಂಗಾ ಮಠದ ಆವರಣದಲ್ಲಿರುವ ಸ್ಮೃತಿ ವನದಲ್ಲಿ ಲಿಂಗೈಕ್ಯ ಡಾ. ಶ್ರೀ ಶಿವಕುಮಾರ ಸ್ವಾಮೀಜಿಯವರ 118ನೇ ಜಯಂತಿ ಅಂಗವಾಗಿ ಹೊಸದಾಗಿ ವಿದ್ಯುತ್ ದೀಪಗಳನ್ನು ಅಳವಡಿಕೆ, ಶ್ರೀಗಳ ಅಮೃತವಾಣಿ ಮತ್ತು ವಚನಗಾಯನ ಬಿತ್ತರಗೊಳ್ಳುವ ಧ್ವನಿ ಸುರುಳಿ ವ್ಯವಸ್ಥೆ ಹಾಗೂ ಶ್ರೀಗಳ ಶ್ರೀವಾಣಿ ಹಾಗೂ ವಚನಕಾರರ ವಚನಗಳ ನಾಮಫಲಕಗಳನ್ನು ನಿವೃತ್ತ ಐಎಎಸ್ ಅಧಿಕಾರಿ ಹಾಗೂ ಅಖಿಲ ಭಾರತ ಶರಣ ಸಾಹಿತ್ಯ ಪರಿಷತ್ ಅಧ್ಯಕ್ಷರಾದ ಡಾ. ಸಿ. ಸೋಮಶೇಖರ್ ಉದ್ಘಾಟಿಸಿದರು. ಈ ಸಂದರ್ಭದಲ್ಲಿ ಮಠಾಧ್ಯಕ್ಷರಾದ ಡಾ|| ಶ್ರೀ ಸಿದ್ದಲಿಂಗ ಮಹಾಸ್ವಾಮಿಗಳು ಇತರರು ಉಪಸ್ಥಿತರಿದ್ದರು. [97,1705,526,1855]
issue-date: ದಿನಾಂಕ :03-04-2025 ಗುರುವಾರ [84,66,340,88]
statue-figure [820,290,850,372]
paragraph: ಏಪ್ರಿಲ್ 6, ಭಾನುವಾರದಂದು ಸಂಜೆ 5.30 ಗಂಟೆಗೆ ಮೈಸೂರಿನ ಖ್ಯಾತ ಸಂಗೀತ ಕಲಾವಿದರಾದ ವಿದ್ವಾನ್ ಡಾ. ಕೆ.ಟಿ ಉದಯ್ ಕಿರಣ್ ರವರು ಕೀಬೋರ್ಡ್ ವಾದನವನ್ನು ನಡೆಸಿಕೊಡುವರು. [82,2122,541,2160]
canopy-pillar [749,271,755,420]
jaffar-quote-body: ನಗರದ ಹೊರವಲಯದ ಬೃಹತ್ ಟ್ಯಾಂಕ್‌ನಿಂದ ವಾರ್ಡ್‌ಗಳಿಗೆ ತುಂಗ ಭದ್ರಾ ನೀರು ಪೂರೈಕೆ ಮಾಡಲು ಪೈಪ್‌ಲೈನ್ ಅಳವಡಿಸಬೇಕು.ಕನಕ ವೃತ್ತದ ಬಳಿ ರಸ್ತೆ ಒಡೆಯಲು ಕೆಶಿಫ್‌ಗೆ ಅಮೃತ್ ಯೋಜನೆ ವಿಭಾಗದಿಂದ ಪತ್ರ ಬರೆಯಲಾಗಿದೆ.ರಸ್ತೆ ಡ್ಯಾಮೆಜಿಗೆ ನಾವೇ ಹಣ ಪಾವತಿಸುತ್ತೇವೆ. ಇದುವ ರೆವಿಗೂ ಉತ್ತರ ಸಿಕ್ಕಿಲ್ಲ,ಕೆಶಿಫ್ ಅಧಿಕಾರಿಗಳು ಅನುಮತಿಗಾಗಿ ಕಾಯುತ್ತಿದ್ದೇವೆ.ಸಿಕ್ಕ ಕೂಡಲೇ ಕಾಮಗಾರಿ ಪೂರ್ಣಗೊಳಿಸಿ ಯೋಜನೆಯ ನೀರು ಪೂರೈಕೆ ಮಾಡುತ್ತೇವೆ ಎಂದಿದ್ದಾರೆ. [577,502,998,598]
canopy-pillar [917,271,923,420]
ramakrishna-story-body [82,1990,541,2318]
person-figure [308,1544,398,1691]
swamiji-figure [249,1514,316,1691]
jayanti-group-photo [82,986,541,1258]
jaffar-quote-title: ಜಾಫರ್ ಷರೀಫ್ ಮುಖ್ಯಾಧಿಕಾರಿ ಹೇಳಿಕೆ [647,469,929,495]
header-rule-top [82,52,1426,55]
festival-headline: ಹಬ್ಬಗಳಲ್ಲಿ ಬಗೆಬಗೆಯ ಊಟದ ಜೊತೆ ಮನರಂಜನೆಗಳೂ ಇರುತ್ತಿದ್ದವು–ಸಿದ್ದಲಿಂಗಯ್ಯ [553,1463,1351,1499]
masthead: ಅಮೃತವಾಣಿ [724,58,844,93]
kasapa-column-3: ಪೋಷಕರು ಮಕ್ಕಳನ್ನು ಕರೆದುಕೊಂಡು ಬರಬೇಕು ಮತ್ತು ಮಧ್ಯಾಹ್ನ 2.00 ಗಂಟೆಗೆ ಬಂದು ಕರೆದುಕೊಂಡು ಹೋಗುವುದು.3. ಶಿಬಿರದಲ್ಲಿ ಸಂಪನ್ಮೂಲ ವ್ಯಕ್ತಿಗಳು ಹೇಳಿಕೊಡುವ ವಿಷಯ ಹಾಗೂ ಸಾಮಗ್ರಿಗಳನ್ನು ತಪ್ಪದೇ ತಾವೇ ಸಂಗ್ರಹಿಸಿಕೊಂಡು ಬರುವುದು. 4. ಸಾಹಿತ್ಯ ಪರಿಷತ್ತು ನಿಗದಿಪಡಿಸುವ ಸಾಮಾನ್ಯ ಶುಲ್ಕವನ್ನು ಪೋಷಕರೇ ಭರಿಸುವುದು. 5. ಶಿಸ್ತು, ಸಂಯಮ ಹಾಗೂ ಸಮಯ ಪಾಲನೆಗೆ ಬಹಳ ಮುಖ್ಯವಾಗಿರುತ್ತದೆ. 6. ಸಂಖ್ಯೆಯನ್ನು ಶಿಬಿರ ಕೇವಲ 7 ದಿನಗಳು ಮಾತ್ರವಾಗಿರುತ್ತದೆ. 7. ಶಿಬಿರದಲ್ಲಿ ಭಾಗವಹಿಸಿದ ಮಕ್ಕಳಿಗೆ ಪ್ರಶಸ್ತಿ ಪತ್ರ ನೀಡಿ ಗೌರವಿಸಲಾಗುವುದು. 8. ಶಿಬಿರದ ಸಮಾರೋಪ ಸಮಾರಂಭದಲ್ಲಿ ಕಲಿತ ಅಷ್ಟೂ ಮಕ್ಕಳ ಪ್ರದರ್ಶನ ಏರ್ಪಡಿಸಲಾಗುವುದು. [1024,1065,1248,1354]
person-figure [152,1522,241,1691]
lead-story-column-4: ಪುರಸಭೆಯ ಅಧ್ಯಕ್ಷರ ಆಸಕ್ತಿ ಹಿನ್ನೆಲೆಯಲ್ಲಿ ಪುರಸಭೆಯ ಅಮೃತ್ ಯೋಜನೆ 2.0ಅಡಿಯಲ್ಲಿ ಪಟ್ಟಣದ 23ವಾರ್ಡ್‌ಗಳಲ್ಲಿ ಮನೆಮನೆ ಕೊಳಾಯಿ ಅಳವಡಿಕೆಯ ಕಾಮಗಾರಿ ಪೂರ್ಣಗೊಂಡಿದ್ದು ಪೈಪ್‌ಲೈನ್ ಕಾಮಗಾರಿ ಭರದಿಂದ ಸಾಗುತ್ತಿದೆ. ವಾರ್ಡ್‌ಗಳಿಗೆ ಕಲ್ಪಿಸುವ ಪೈಪ್‌ಲೈನ್ ಕಾಮಗಾರಿ ಪೂರ್ಣಗೊಂಡಿದೆ. [788,762,1012,895]
inauguration-photo-caption [82,1691,541,1884]
person-figure [458,1029,525,1204]
kasapa-column-2: ಜನಪದ ಕಲೆಗಳ ದೇಶೀ ಆಟಗಳನ್ನು ಸಂಪನ್ಮೂಲ ವ್ಯಕ್ತಿಗಳಿಂದ ಕಲಿಸಲಾಗುವುದು. ಕನ್ನಡ ಗಾಳಿಪಟ, ಕನ್ನಡ ಬಾವುಟ ತಯಾರಿಕೆ, ಹಾರಿಸುವುದು, ವ್ಯಕ್ತಿಗಳ ಪರಿಚಯ, ಪರಿಸರ ಪ್ರಜ್ಞೆಯ ಜಾಗೃತಿ ಮಾನವತ್ವ ಕಲಾತ್ಮಕ ವಿಷಯಗಳನ್ನು ಮಕ್ಕಳಿಗೆ ಕಲಿಸಲಾಗುವುದು. ಆಸಕ್ತಿ ಹೊಂದಿರುವ ಪೋಷಕರು ತಮ್ಮ ಮಕ್ಕಳನ್ನು ದಿನಾಂಕ 06-04-2025ರ ಬೆಳಗ್ಗೆ ಜಿಲ್ಲಾ ಕನ್ನಡ ಸಾಹಿತ್ಯ ಪರಿಷತ್ತು, ಕನ್ನಡಭವನ, ಅಮಾನಿಕೆರೆ ರಸ್ತೆ, ತುಮಕೂರು. ಇಲ್ಲಿಗೆ ಬಂದು ತಮ್ಮ ಹೆಸರುಗಳನ್ನು ನೊಂದಾಯಿಸಿಕೊಳ್ಳಬಹುದು. ನಿಬಂಧನೆಗಳು: 1. ಮಕ್ಕಳು ಕುಡಿಯುವ ನೀರಿನ ಬಾಟಲ್‌ಗಳನ್ನು, ಆರೋಗ್ಯಕ್ಕೆ ಬೇಕಾದ ಸಾಮಗ್ರಿಗಳನ್ನು ತಾವೇ ತರುವುದು. 2. ಪ್ರತಿದಿನ ಬೆಳಗ್ಗೆ 9.30ರ ಒಳಗೆ [790,1065,1014,1334]
kasapa-headline: ಏ.6ರಿಂದ ಜಿಲ್ಲಾ ಕಸಾಪದಿಂದ ಮಕ್ಕಳ ಬೇಸಿಗೆ ಶಿಬಿರ [553,989,1364,1048]
festival-column-4: ನಾಗರಾಜರಾವ್, ಸಿದ್ದಗಂಗಯ್ಯ, ಪಟ್ಟಸ್ವಾಮಯ್ಯ, ಮೆಳೆಹಳ್ಳಿ ದೇವರಾಜ್ ಉಪಸ್ಥಿತರಿದ್ದರು. ನಂತರ ಗೆಜ್ಜೆ ಕಟ್ಟಿದ ಉಮೇಶ್, ಪ್ರಕಾಶ್, ಸ್ನೇಹ, ಭರತ್, ಲಯ, ಸೃಷ್ಟಿ, ಧೃವ, ದ್ರೋಣ, ತನುಜ, ಹಿತೇಶ್ ಮದ್ದಲೆಯ ತಾಳಕ್ಕೆ ಹೆಜ್ಜೆ ಹಾಕಿದರು. ಅಪರೂಪದ ಕಲೆಯ ಉಳಿವಿಗೆ ಶ್ರಮಿಸುತ್ತಿರುವ ಎಲ್ಲರಿಗೂ ಬೆಂಬಲ ದೊರೆಯಲೆಂದು ಹಾರೈಸಲಾಯಿತು. [1262,1525,1493,1658]
lead-headline: ಪಾವಗಡ: ರಸ್ತೆ ಒಡೆಯಲು ಕೆಶಿಫ್ ಅನುಮತಿ ನೀಡಲು ಮೀನಾಮೇಷ ! [270,112,1298,167]
